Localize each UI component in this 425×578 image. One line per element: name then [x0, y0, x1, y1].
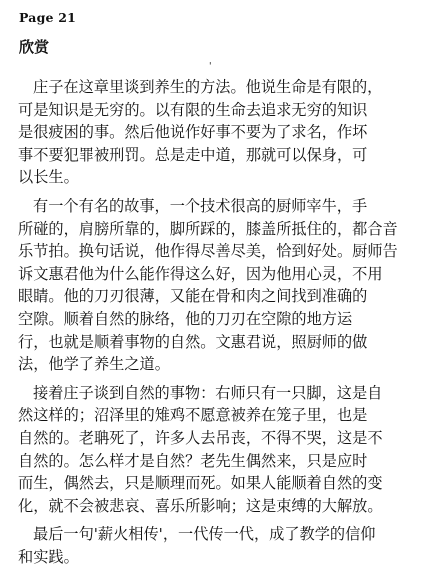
body-text — [18, 76, 413, 574]
text-line: 诉文惠君他为什么能作得这么好，因为他用心灵，不用 — [18, 264, 383, 283]
text-line: 以长生。 — [18, 168, 79, 187]
paragraph-3 — [18, 382, 413, 518]
text-line: 法，他学了养生之道。 — [18, 355, 170, 374]
stray-mark: ' — [209, 62, 212, 72]
text-line: 所碰的，肩膀所靠的，脚所踩的，膝盖所抵住的，都合音 — [18, 219, 398, 238]
text-line: 最后一句'薪火相传'，一代传一代，成了教学的信仰 — [33, 525, 376, 544]
text-line: 行，也就是顺着事物的自然。文惠君说，照厨师的做 — [18, 332, 368, 351]
text-line: 而生，偶然去，只是顺理而死。如果人能顺着自然的变 — [18, 474, 383, 493]
text-line: 眼睛。他的刀刃很薄，又能在骨和肉之间找到准确的 — [18, 287, 368, 306]
paragraph-4 — [18, 523, 413, 568]
text-line: 可是知识是无穷的。以有限的生命去追求无穷的知识 — [18, 100, 368, 119]
text-line: 庄子在这章里谈到养生的方法。他说生命是有限的， — [33, 78, 383, 96]
text-line: 自然的。怎么样才是自然？老先生偶然来，只是应时 — [18, 451, 368, 470]
text-line: 有一个有名的故事，一个技术很高的厨师宰牛，手 — [33, 196, 368, 215]
text-line: 然这样的；沼泽里的雉鸡不愿意被养在笼子里，也是 — [18, 406, 368, 425]
text-line: 化，就不会被悲哀、喜乐所影响；这是束缚的大解放。 — [18, 496, 383, 515]
page-number-header: Page 21 — [19, 10, 77, 25]
text-line: 是很疲困的事。然后他说作好事不要为了求名，作坏 — [18, 123, 368, 142]
text-line: 和实践。 — [18, 547, 79, 566]
text-line: 接着庄子谈到自然的事物：右师只有一只脚，这是自 — [33, 383, 383, 402]
paragraph-2 — [18, 195, 413, 376]
text-line: 自然的。老聃死了，许多人去吊丧，不得不哭，这是不 — [18, 428, 383, 447]
text-line: 空隙。顺着自然的脉络，他的刀刃在空隙的地方运 — [18, 309, 353, 328]
section-title: 欣赏 — [19, 38, 50, 56]
text-line: 事不要犯罪被刑罚。总是走中道，那就可以保身，可 — [18, 145, 368, 164]
paragraph-1 — [18, 76, 413, 189]
text-line: 乐节拍。换句话说，他作得尽善尽美，恰到好处。厨师告 — [18, 242, 398, 261]
